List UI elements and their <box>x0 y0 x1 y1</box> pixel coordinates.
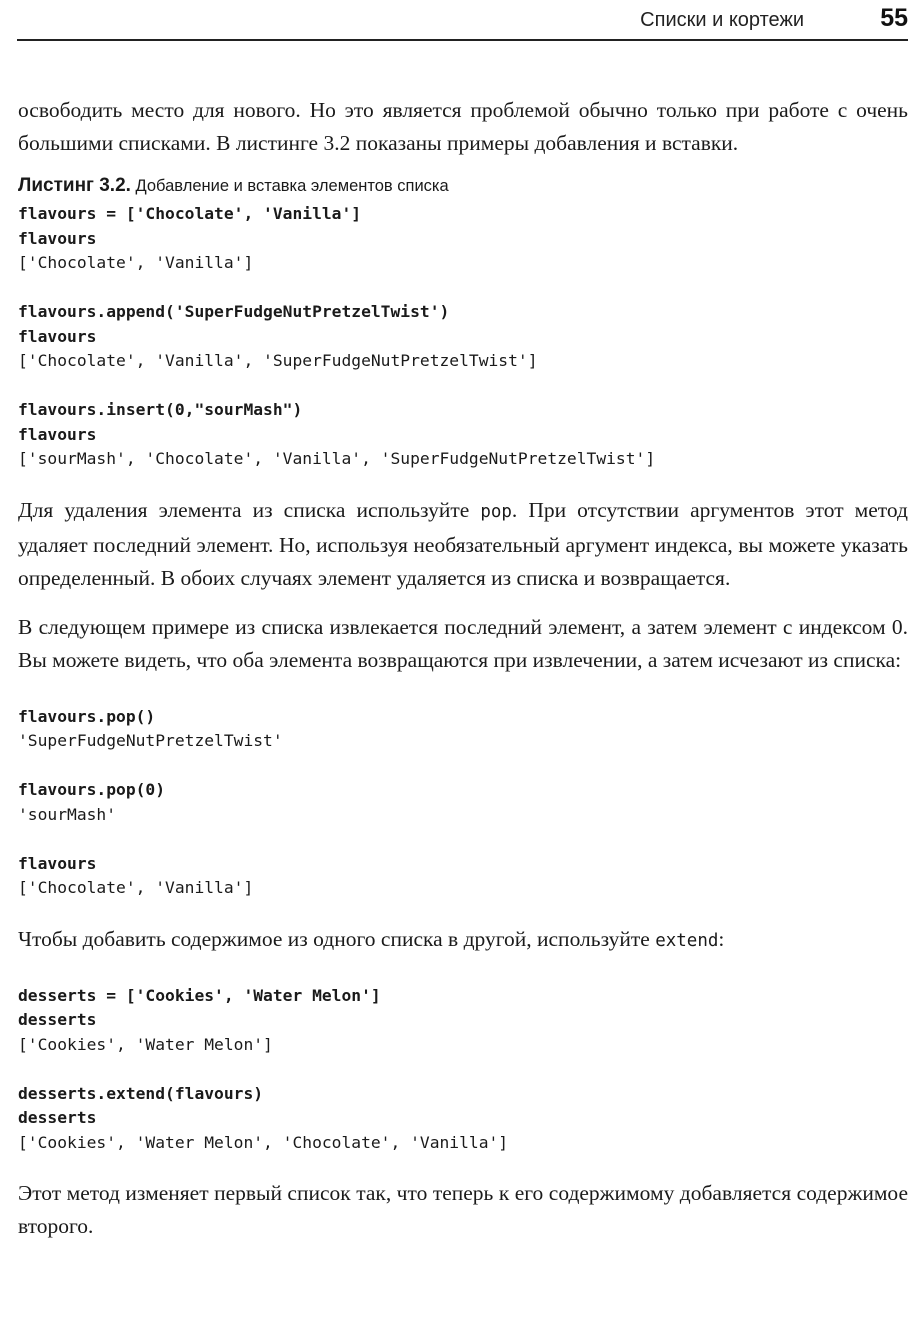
listing-label: Листинг 3.2. <box>18 175 131 196</box>
code-blank-line <box>18 276 908 301</box>
code-input-line: flavours <box>18 228 97 248</box>
code-output-line: ['Cookies', 'Water Melon'] <box>18 1034 273 1054</box>
code-block-extend <box>18 984 908 1156</box>
code-input-line: desserts <box>18 1010 97 1029</box>
code-input-line: flavours <box>18 853 97 873</box>
listing-code <box>18 202 908 472</box>
code-input-line: flavours <box>18 424 97 444</box>
code-input-line: flavours <box>18 326 97 346</box>
running-title: Списки и кортежи <box>640 9 804 31</box>
code-blank-line <box>18 374 908 399</box>
paragraph-pop-example: В следующем примере из списка извлекается последний элемент, а затем элемент с индексом 0. Вы можете видеть, что оба элемента возвращаются при извлечении, а затем исчезают из списка: <box>18 614 908 672</box>
paragraph-pop <box>18 494 908 595</box>
code-blank-line <box>18 1057 908 1082</box>
page-number: 55 <box>880 4 908 32</box>
listing-caption <box>18 174 908 198</box>
paragraph-extend-before: Чтобы добавить содержимое из одного списка в другой, используйте <box>18 926 656 951</box>
page-body <box>18 94 908 1243</box>
code-input-line: desserts.extend(flavours) <box>18 1083 264 1103</box>
code-block-pop <box>18 705 908 901</box>
code-output-line: ['Chocolate', 'Vanilla'] <box>18 253 254 272</box>
paragraph-pop-before: Для удаления элемента из списка используйте <box>18 497 481 522</box>
code-output-line: 'SuperFudgeNutPretzelTwist' <box>18 731 283 750</box>
code-blank-line <box>18 754 908 779</box>
header-rule <box>17 39 908 41</box>
page-header <box>0 0 922 40</box>
paragraph-pop-after: . При отсутствии аргументов этот метод удаляет последний элемент. Но, используя необязательный аргумент индекса, вы можете указать определенный. В обоих случаях элемент удаляется из списка и возвращается. <box>18 497 908 590</box>
paragraph-extend-after: : <box>718 926 725 951</box>
inline-code-extend: extend <box>655 930 719 951</box>
code-input-line: desserts <box>18 1108 97 1127</box>
code-input-line: flavours.append('SuperFudgeNutPretzelTwist') <box>18 302 450 321</box>
code-blank-line <box>18 827 908 852</box>
code-input-line: flavours.pop(0) <box>18 780 166 799</box>
code-output-line: ['Chocolate', 'Vanilla', 'SuperFudgeNutPretzelTwist'] <box>18 351 538 370</box>
code-output-line: ['sourMash', 'Chocolate', 'Vanilla', 'SuperFudgeNutPretzelTwist'] <box>18 449 656 468</box>
code-output-line: ['Cookies', 'Water Melon', 'Chocolate', 'Vanilla'] <box>18 1132 509 1152</box>
paragraph-intro: освободить место для нового. Но это является проблемой обычно только при работе с очень большими списками. В листинге 3.2 показаны примеры добавления и вставки. <box>18 98 908 155</box>
inline-code-pop: pop <box>480 501 512 522</box>
code-input-line: flavours.pop() <box>18 706 156 726</box>
paragraph-closing: Этот метод изменяет первый список так, что теперь к его содержимому добавляется содержимое второго. <box>18 1181 908 1238</box>
paragraph-extend <box>18 923 908 958</box>
code-output-line: ['Chocolate', 'Vanilla'] <box>18 878 254 897</box>
code-input-line: flavours.insert(0,"sourMash") <box>18 400 303 419</box>
code-input-line: flavours = ['Chocolate', 'Vanilla'] <box>18 204 362 223</box>
listing-caption-text: Добавление и вставка элементов списка <box>130 177 449 195</box>
code-output-line: 'sourMash' <box>18 804 117 824</box>
code-input-line: desserts = ['Cookies', 'Water Melon'] <box>18 985 381 1005</box>
